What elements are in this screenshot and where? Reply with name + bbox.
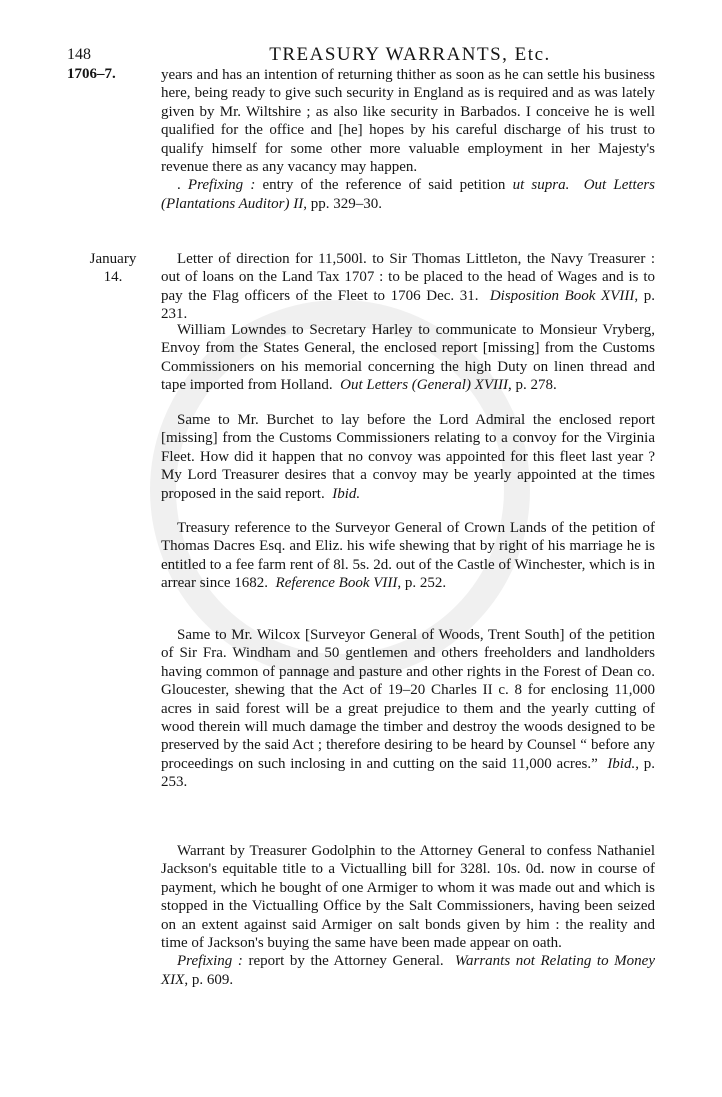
- entry-wilcox: Same to Mr. Wilcox [Surveyor General of Woods, Trent South] of the petition of Sir Fra. Windham and 50 gentlemen and others freeholders and landholders having common of pannage and pasture and other rights in the Forest of Dean co. Gloucester, shewing that the Act of 19–20 Charles II c. 8 for enclosing 11,000 acres in said forest will be a great prejudice to them and the yearly cutting of wood therein will much damage the timber and destroy the woods designed to be preserved by the said Act ; therefore desiring to be heard by Counsel “ before any proceedings on such inclosing in and cutting on the said 11,000 acres.” Ibid., p. 253.: [161, 627, 655, 791]
- entry-text: William Lowndes to Secretary Harley to communicate to Monsieur Vryberg, Envoy from the States General, the enclosed report [missing] from the Customs Commissioners on his memorial concerning the high Duty on linen thread and tape imported from Holland.: [161, 322, 655, 394]
- margin-date-day: 14.: [103, 269, 123, 286]
- prefixing-note: . Prefixing : entry of the reference of said petition ut supra. Out Letters (Plantations Auditor) II, pp. 329–30.: [161, 177, 656, 212]
- entry-ref: Reference Book VIII: [275, 575, 398, 592]
- entry-ref: Disposition Book XVIII: [489, 287, 635, 304]
- entry-navy-treasurer: Letter of direction for 11,500l. to Sir Thomas Littleton, the Navy Treasurer : out of loans on the Land Tax 1707 : to be placed to the head of Wages and is to pay the Flag officers of the Fleet to 1706 Dec. 31. Disposition Book XVIII, p. 231.: [161, 251, 655, 323]
- margin-date-month: January: [89, 251, 137, 267]
- entry-ref: Out Letters (General) XVIII: [340, 377, 508, 394]
- entry-ref: Ibid.: [332, 485, 361, 502]
- margin-year: 1706–7.: [67, 66, 116, 82]
- entry-dacres: Treasury reference to the Surveyor General of Crown Lands of the petition of Thomas Dacres Esq. and Eliz. his wife shewing that by right of his marriage he is entitled to a fee farm rent of 8l. 5s. 2d. out of the Castle of Winchester, which is in arrear since 1682. Reference Book VIII, p. 252.: [161, 520, 655, 592]
- entry-text: Warrant by Treasurer Godolphin to the Attorney General to confess Nathaniel Jackson's equitable title to a Victualling bill for 328l. 10s. 0d. now in course of payment, which he bought of one Armiger to whom it was made out and which is stopped in the Victualling Office by the Salt Commissioners, having been seized on an extent against said Armiger on salt bonds given by him : the reality and time of Jackson's buying the same have been made appear on oath.: [161, 843, 655, 952]
- entry-continuation: [161, 66, 655, 213]
- page-number: 148: [67, 46, 91, 63]
- entry-vryberg: William Lowndes to Secretary Harley to communicate to Monsieur Vryberg, Envoy from the States General, the enclosed report [missing] from the Customs Commissioners on his memorial concerning the high Duty on linen thread and tape imported from Holland. Out Letters (General) XVIII, p. 278.: [161, 322, 655, 394]
- margin-date: [78, 250, 148, 287]
- entry-burchet: [161, 411, 655, 503]
- entry-godolphin-warrant: [161, 842, 655, 989]
- entry-text: years and has an intention of returning thither as soon as he can settle his business here, being ready to give such security in England as is required and as was lately given by Mr. Wiltshire ; as also like security in Barbados. I conceive he is well qualified for the office and [he] hopes by his careful discharge of his trust to qualify himself for some other more valuable employment in her Majesty's revenue there as any vacancy may happen.: [161, 67, 655, 176]
- entry-text: Same to Mr. Burchet to lay before the Lord Admiral the enclosed report [missing] from the Customs Commissioners relating to a convoy for the Virginia Fleet. How did it happen that no convoy was appointed for this fleet last year ? My Lord Treasurer desires that a convoy may be yearly appointed at the times proposed in the said report.: [161, 412, 655, 502]
- entry-text: Letter of direction for 11,500l. to Sir Thomas Littleton, the Navy Treasurer : out of loans on the Land Tax 1707 : to be placed to the head of Wages and is to pay the Flag officers of the Fleet to 1706 Dec. 31.: [161, 251, 655, 304]
- entry-text: Treasury reference to the Surveyor General of Crown Lands of the petition of Thomas Dacres Esq. and Eliz. his wife shewing that by right of his marriage he is entitled to a fee farm rent of 8l. 5s. 2d. out of the Castle of Winchester, which is in arrear since 1682.: [161, 520, 655, 592]
- running-title: TREASURY WARRANTS, Etc.: [269, 44, 551, 65]
- entry-ref: Ibid.: [607, 755, 636, 772]
- prefixing-note: Prefixing : report by the Attorney General. Warrants not Relating to Money XIX, p. 609.: [161, 953, 655, 988]
- entry-text: Same to Mr. Wilcox [Surveyor General of Woods, Trent South] of the petition of Sir Fra. Windham and 50 gentlemen and others freeholders and landholders having common of pannage and pasture and other rights in the Forest of Dean co. Gloucester, shewing that the Act of 19–20 Charles II c. 8 for enclosing 11,000 acres in said forest will be a great prejudice to them and the yearly cutting of wood therein will much damage the timber and destroy the woods designed to be preserved by the said Act ; therefore desiring to be heard by Counsel “ before any proceedings on such inclosing in and cutting on the said 11,000 acres.”: [161, 627, 655, 772]
